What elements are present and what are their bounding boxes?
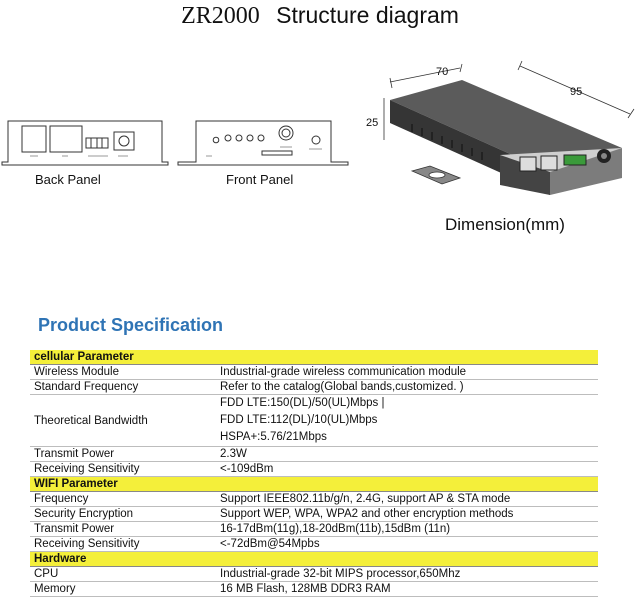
spec-value xyxy=(216,537,598,552)
page-title xyxy=(0,2,640,30)
spec-row xyxy=(30,380,598,395)
spec-value-line: Refer to the catalog(Global bands,customized. ) xyxy=(220,381,464,393)
dimension-depth: 95 xyxy=(570,86,583,98)
spec-title: Product Specification xyxy=(38,315,224,335)
spec-value-line: 16 MB Flash, 128MB DDR3 RAM xyxy=(220,583,391,595)
spec-value-line: <-109dBm xyxy=(220,463,274,475)
spec-row xyxy=(30,582,598,597)
dimension-width: 70 xyxy=(436,66,449,78)
spec-value-line: 16-17dBm(11g),18-20dBm(11b),15dBm (11n) xyxy=(220,523,451,535)
front-panel-label: Front Panel xyxy=(226,172,294,187)
spec-value xyxy=(216,522,598,537)
diagram-title: Structure diagram xyxy=(276,2,459,28)
dimension-height: 25 xyxy=(366,117,379,129)
spec-value-line: FDD LTE:112(DL)/10(UL)Mbps xyxy=(220,414,378,426)
spec-row xyxy=(30,567,598,582)
spec-row xyxy=(30,447,598,462)
spec-value-line: FDD LTE:150(DL)/50(UL)Mbps | xyxy=(220,397,385,409)
spec-key: Receiving Sensitivity xyxy=(30,462,216,477)
spec-section-title: Hardware xyxy=(30,552,598,567)
spec-value xyxy=(216,582,598,597)
spec-value-line: Support IEEE802.11b/g/n, 2.4G, support AP & STA mode xyxy=(220,493,511,505)
spec-table xyxy=(30,350,598,597)
spec-row xyxy=(30,507,598,522)
spec-key: Transmit Power xyxy=(30,447,216,462)
spec-value xyxy=(216,447,598,462)
model-name: ZR2000 xyxy=(181,3,260,29)
spec-value xyxy=(216,395,598,447)
spec-value xyxy=(216,462,598,477)
spec-row xyxy=(30,522,598,537)
spec-value-line: HSPA+:5.76/21Mbps xyxy=(220,431,327,443)
spec-value xyxy=(216,567,598,582)
spec-section-title: cellular Parameter xyxy=(30,350,598,365)
spec-key: CPU xyxy=(30,567,216,582)
spec-key: Standard Frequency xyxy=(30,380,216,395)
front-panel-drawing xyxy=(176,118,352,168)
spec-value xyxy=(216,380,598,395)
spec-key: Theoretical Bandwidth xyxy=(30,395,216,447)
spec-value-line: <-72dBm@54Mpbs xyxy=(220,538,320,550)
back-panel-label: Back Panel xyxy=(35,172,101,187)
device-3d-drawing xyxy=(360,60,640,195)
spec-row xyxy=(30,365,598,380)
spec-value-line: Industrial-grade 32-bit MIPS processor,650Mhz xyxy=(220,568,461,580)
dimension-label: Dimension(mm) xyxy=(445,215,565,234)
spec-section-header xyxy=(30,552,598,567)
spec-value xyxy=(216,365,598,380)
spec-key: Receiving Sensitivity xyxy=(30,537,216,552)
spec-key: Wireless Module xyxy=(30,365,216,380)
spec-value-line: Support WEP, WPA, WPA2 and other encryption methods xyxy=(220,508,514,520)
spec-value-line: 2.3W xyxy=(220,448,247,460)
spec-section-title: WIFI Parameter xyxy=(30,477,598,492)
spec-row xyxy=(30,492,598,507)
spec-value xyxy=(216,492,598,507)
spec-key: Transmit Power xyxy=(30,522,216,537)
spec-section-header xyxy=(30,477,598,492)
spec-value xyxy=(216,507,598,522)
spec-section-header xyxy=(30,350,598,365)
spec-value-line: Industrial-grade wireless communication module xyxy=(220,366,467,378)
spec-key: Frequency xyxy=(30,492,216,507)
back-panel-drawing xyxy=(0,118,170,168)
spec-key: Security Encryption xyxy=(30,507,216,522)
spec-row xyxy=(30,537,598,552)
spec-row xyxy=(30,462,598,477)
spec-key: Memory xyxy=(30,582,216,597)
spec-row xyxy=(30,395,598,447)
